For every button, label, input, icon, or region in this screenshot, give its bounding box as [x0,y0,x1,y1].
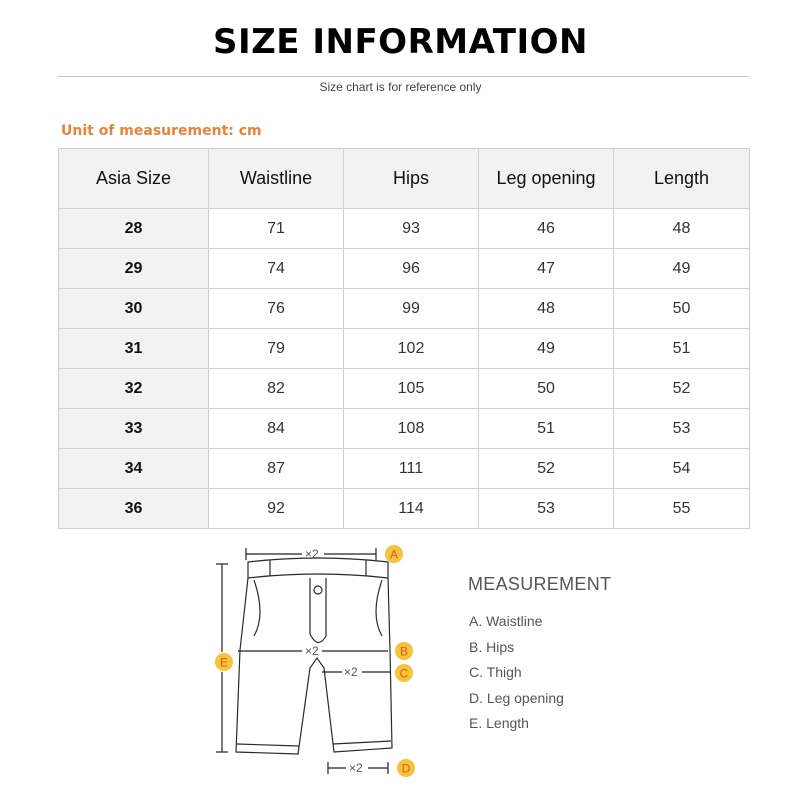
size-cell: 28 [59,209,209,249]
hips-cell: 114 [344,489,479,529]
waistline-cell: 87 [209,449,344,489]
hips-cell: 93 [344,209,479,249]
waistline-cell: 92 [209,489,344,529]
table-row [59,449,750,489]
thigh-x2-label: ×2 [344,665,358,679]
length-cell: 52 [614,369,750,409]
table-row [59,489,750,529]
waistline-cell: 84 [209,409,344,449]
table-row [59,409,750,449]
length-cell: 48 [614,209,750,249]
legend-item-thigh: C. Thigh [469,664,522,680]
hips-x2-label: ×2 [305,644,319,658]
leg-opening-cell: 51 [479,409,614,449]
size-cell: 33 [59,409,209,449]
size-cell: 30 [59,289,209,329]
leg-opening-cell: 52 [479,449,614,489]
table-row [59,289,750,329]
legend-item-hips: B. Hips [469,639,515,655]
table-row [59,369,750,409]
length-cell: 53 [614,409,750,449]
shorts-diagram [210,540,430,790]
legend-item-length: E. Length [469,715,529,731]
length-cell: 51 [614,329,750,369]
col-header-length: Length [614,149,750,209]
table-row [59,249,750,289]
unit-label: Unit of measurement: cm [61,123,262,139]
size-cell: 29 [59,249,209,289]
marker-d-label: D [401,761,411,776]
measurement-title: MEASUREMENT [468,574,612,594]
waistline-cell: 74 [209,249,344,289]
legend-item-waistline: A. Waistline [469,613,543,629]
table-row [59,329,750,369]
size-cell: 32 [59,369,209,409]
leg-opening-cell: 48 [479,289,614,329]
leg-opening-cell: 50 [479,369,614,409]
waistline-cell: 82 [209,369,344,409]
leg-opening-cell: 47 [479,249,614,289]
length-cell: 55 [614,489,750,529]
col-header-hips: Hips [344,149,479,209]
leg-x2-label: ×2 [349,761,363,775]
hips-cell: 111 [344,449,479,489]
leg-opening-cell: 49 [479,329,614,369]
table-header-row [59,149,750,209]
size-cell: 31 [59,329,209,369]
marker-b-label: B [399,644,409,659]
marker-a-label: A [389,547,399,562]
size-cell: 34 [59,449,209,489]
col-header-leg-opening: Leg opening [479,149,614,209]
col-header-waistline: Waistline [209,149,344,209]
hips-cell: 108 [344,409,479,449]
leg-opening-cell: 53 [479,489,614,529]
shorts-waistband [248,558,388,578]
size-cell: 36 [59,489,209,529]
size-table [58,148,750,529]
marker-c-label: C [399,666,409,681]
marker-e-label: E [219,655,229,670]
hips-cell: 96 [344,249,479,289]
hips-cell: 105 [344,369,479,409]
table-row [59,209,750,249]
button-icon [314,586,322,594]
page-title: SIZE INFORMATION [213,22,588,62]
length-cell: 54 [614,449,750,489]
waistline-cell: 71 [209,209,344,249]
hips-cell: 102 [344,329,479,369]
waistline-cell: 76 [209,289,344,329]
col-header-asia-size: Asia Size [59,149,209,209]
length-cell: 49 [614,249,750,289]
page-subtitle: Size chart is for reference only [319,80,482,94]
length-cell: 50 [614,289,750,329]
legend-item-leg-opening: D. Leg opening [469,690,564,706]
waist-x2-label: ×2 [305,547,319,561]
title-divider [58,76,749,77]
leg-opening-cell: 46 [479,209,614,249]
hips-cell: 99 [344,289,479,329]
waistline-cell: 79 [209,329,344,369]
